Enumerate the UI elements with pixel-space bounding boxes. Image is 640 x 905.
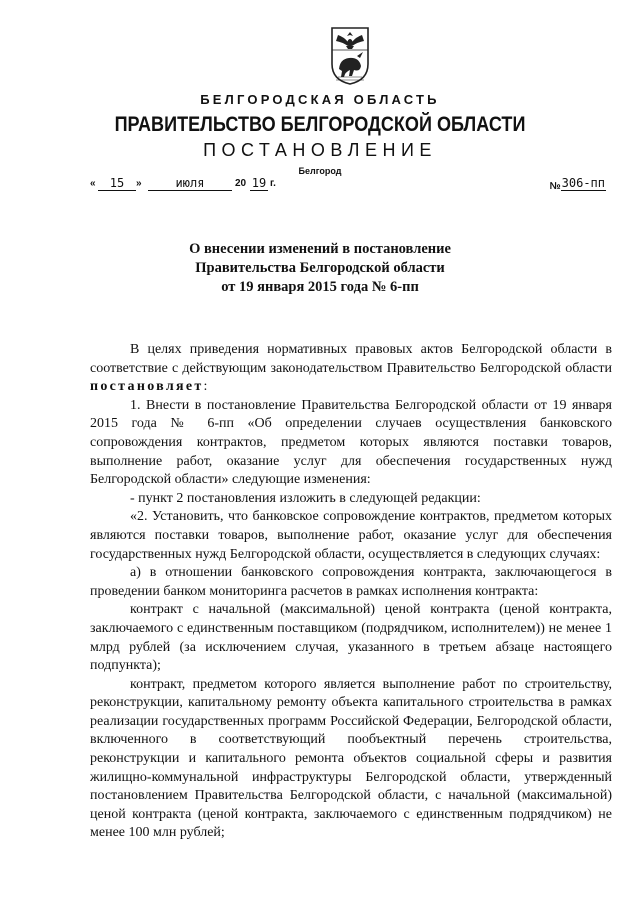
document-title (0, 240, 640, 297)
date-quote-close: » (136, 178, 142, 189)
title-line: от 19 января 2015 года № 6-пп (221, 279, 419, 295)
date-year-label: г. (270, 178, 276, 189)
document-number-value: 306-пп (561, 176, 605, 190)
date-number-line (90, 176, 606, 194)
intro-paragraph (90, 341, 612, 397)
paragraph-5: контракт с начальной (максимальной) ценой контракта (ценой контракта, заключаемого с единственным поставщиком (подрядчиком, исполнителем)) не менее 1 млрд рублей (за исключением случая, указанного в третьем абзаце настоящего подпункта); (90, 602, 612, 674)
date-year-suffix: 19 (251, 176, 267, 190)
intro-text: В целях приведения нормативных правовых актов Белгородской области в соответствие с действующим законодательством Правительство Белгородской области (90, 342, 612, 376)
document-number (549, 176, 606, 190)
title-line: Правительства Белгородской области (195, 260, 445, 276)
paragraph-2: - пункт 2 постановления изложить в следующей редакции: (130, 490, 481, 506)
title-line: О внесении изменений в постановление (189, 241, 451, 257)
date-month: июля (148, 176, 232, 191)
date-year-prefix: 20 (235, 178, 247, 189)
paragraph-3: «2. Установить, что банковское сопровождение контрактов, предметом которых являются поставки товаров, выполнение работ, оказание услуг для обеспечения государственных нужд Белгородской области, осуществляется в следующих случаях: (90, 509, 612, 562)
date-quote-open: « (90, 178, 96, 189)
belgorod-coat-of-arms-icon (330, 26, 370, 86)
paragraph-4: а) в отношении банковского сопровождения контракта, заключающегося в проведении банком мониторинга расчетов в рамках исполнения контракта: (90, 565, 612, 599)
document-number-label: № (549, 181, 561, 192)
region-heading: БЕЛГОРОДСКАЯ ОБЛАСТЬ (200, 92, 440, 107)
document-body (90, 341, 612, 843)
paragraph-6: контракт, предметом которого является выполнение работ по строительству, реконструкции, капитальному ремонту объекта капитального строительства в рамках реализации государственных программ Российской Федерации, Белгородской области, включенного в соответствующий пообъектный перечень строительства, реконструкции и капитального ремонта объектов социальной сферы и развития жилищно-коммунальной инфраструктуры Белгородской области, утвержденный постановлением Правительства Белгородской области, с начальной (максимальной) ценой контракта (ценой контракта, заключаемого с единственным подрядчиком) не менее 100 млн рублей; (90, 676, 612, 841)
document-type-heading: ПОСТАНОВЛЕНИЕ (203, 140, 437, 160)
intro-verb: постановляет (90, 379, 204, 395)
paragraph-1: 1. Внести в постановление Правительства Белгородской области от 19 января 2015 года № 6-пп «Об определении случаев осуществления банковского сопровождения контрактов, предметом которых являются поставки товаров, выполнение работ, оказание услуг для обеспечения государственных нужд Белгородской области» следующие изменения: (90, 397, 612, 488)
date-day: 15 (98, 176, 136, 191)
city-label: Белгород (298, 166, 342, 176)
intro-end: : (203, 379, 208, 395)
government-heading: ПРАВИТЕЛЬСТВО БЕЛГОРОДСКОЙ ОБЛАСТИ (114, 113, 526, 136)
